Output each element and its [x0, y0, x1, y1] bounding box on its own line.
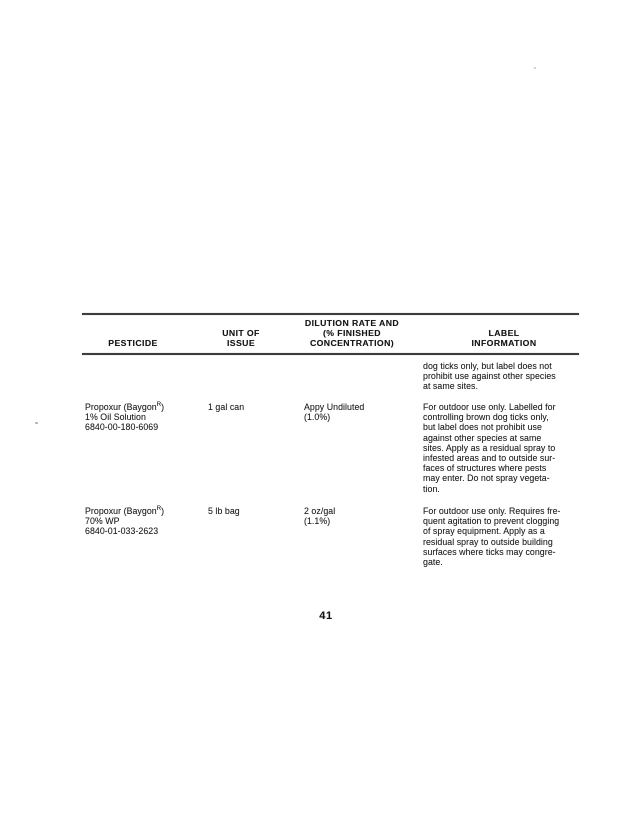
label-information-line: but label does not prohibit use — [423, 422, 542, 433]
label-information-line: tion. — [423, 483, 440, 494]
scan-speck — [35, 422, 38, 424]
pesticide-formulation: 70% WP — [85, 516, 120, 527]
pesticide-name — [85, 506, 210, 516]
header-line: LABEL — [488, 328, 520, 338]
label-information-line: dog ticks only, but label does not — [423, 361, 552, 371]
header-line: INFORMATION — [471, 337, 537, 348]
trademark-superscript: R — [156, 506, 162, 513]
header-line: ISSUE — [226, 337, 256, 348]
label-information-line: of spray equipment. Apply as a — [423, 526, 545, 537]
table-header-label-information — [444, 329, 564, 349]
label-information-line: infested areas and to outside sur- — [423, 453, 556, 464]
scan-speck — [534, 67, 536, 69]
table-header-pesticide — [73, 339, 193, 349]
pesticide-nsn: 6840-01-033-2623 — [85, 526, 159, 537]
dilution-rate-cell — [304, 506, 419, 526]
label-information-line: gate. — [423, 557, 443, 568]
table-header-dilution-rate — [292, 319, 412, 348]
header-line: DILUTION RATE AND — [304, 318, 400, 328]
pesticide-nsn: 6840-00-180-6069 — [85, 422, 159, 433]
pesticide-cell — [85, 506, 210, 537]
label-information-line: faces of structures where pests — [423, 463, 547, 474]
label-information-cell — [423, 361, 583, 392]
dilution-rate-cell — [304, 402, 419, 422]
label-information-line: prohibit use against other species — [423, 371, 556, 382]
label-information-line: quent agitation to prevent clogging — [423, 516, 560, 527]
header-line: CONCENTRATION) — [309, 337, 395, 348]
header-line: UNIT OF — [222, 328, 260, 338]
label-information-cell — [423, 402, 583, 494]
table-header-unit-of-issue — [181, 329, 301, 349]
label-information-line: sites. Apply as a residual spray to — [423, 442, 556, 453]
unit-of-issue: 5 lb bag — [208, 506, 240, 516]
header-line: (% FINISHED — [323, 327, 381, 338]
label-information-line: For outdoor use only. Requires fre- — [423, 506, 561, 516]
table-header-rule — [82, 353, 579, 355]
pesticide-cell — [85, 402, 210, 433]
label-information-line: surfaces where ticks may congre- — [423, 546, 556, 557]
pesticide-name-text: Propoxur (Baygon — [85, 402, 157, 412]
label-information-line: For outdoor use only. Labelled for — [423, 402, 556, 412]
page-number: 41 — [319, 610, 333, 622]
unit-of-issue-cell — [208, 506, 293, 516]
pesticide-formulation: 1% Oil Solution — [85, 412, 146, 423]
dilution-rate-line: (1.1%) — [304, 516, 331, 527]
pesticide-name-text: ) — [161, 402, 165, 412]
pesticide-name — [85, 402, 210, 412]
dilution-rate-line: (1.0%) — [304, 412, 331, 423]
dilution-rate-line: 2 oz/gal — [304, 506, 336, 516]
label-information-line: may enter. Do not spray vegeta- — [423, 473, 550, 484]
table-top-rule — [82, 313, 579, 315]
unit-of-issue-cell — [208, 402, 293, 412]
label-information-line: against other species at same — [423, 432, 542, 443]
label-information-line: controlling brown dog ticks only, — [423, 412, 549, 423]
label-information-cell — [423, 506, 583, 567]
dilution-rate-line: Appy Undiluted — [304, 402, 365, 412]
label-information-line: at same sites. — [423, 381, 478, 392]
unit-of-issue: 1 gal can — [208, 402, 245, 412]
header-line: PESTICIDE — [108, 338, 158, 348]
pesticide-name-text: Propoxur (Baygon — [85, 506, 157, 516]
pesticide-name-text: ) — [161, 506, 165, 516]
trademark-superscript: R — [156, 402, 162, 409]
label-information-line: residual spray to outside building — [423, 536, 553, 547]
